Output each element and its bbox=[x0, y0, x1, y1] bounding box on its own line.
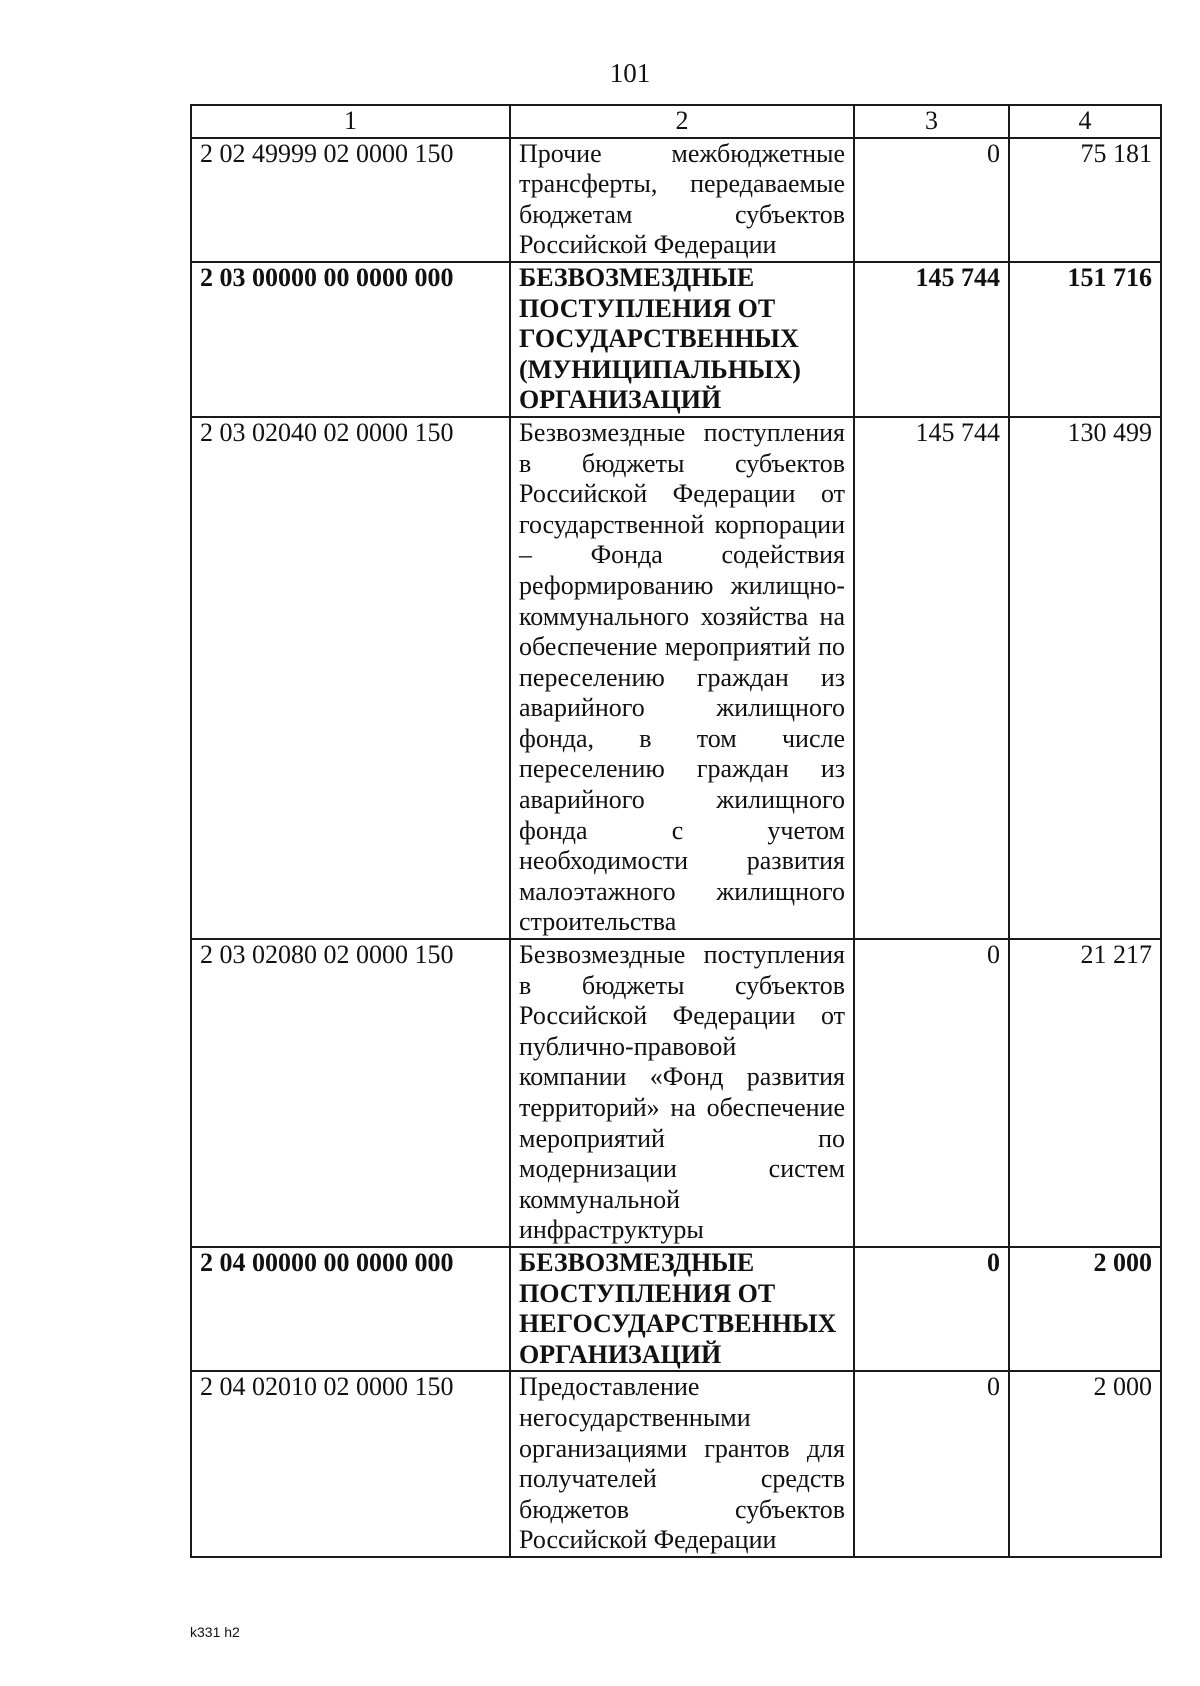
budget-code: 2 04 00000 00 0000 000 bbox=[191, 1247, 510, 1371]
column-header-1: 1 bbox=[191, 105, 510, 138]
table-row bbox=[191, 138, 1161, 262]
budget-table bbox=[190, 104, 1162, 1558]
table-row bbox=[191, 417, 1161, 939]
income-name: Предоставление негосударственными организациями грантов для получателей средств бюджетов субъектов Российской Федерации bbox=[510, 1371, 854, 1557]
column-header-2: 2 bbox=[510, 105, 854, 138]
budget-code: 2 03 00000 00 0000 000 bbox=[191, 262, 510, 417]
amount-col3: 0 bbox=[854, 1371, 1009, 1557]
amount-col3: 0 bbox=[854, 1247, 1009, 1371]
income-name: Безвозмездные поступления в бюджеты субъектов Российской Федерации от государственной корпорации – Фонда содействия реформированию жилищно-коммунального хозяйства на обеспечение мероприятий по переселению граждан из аварийного жилищного фонда, в том числе переселению граждан из аварийного жилищного фонда с учетом необходимости развития малоэтажного жилищного строительства bbox=[510, 417, 854, 939]
table-row bbox=[191, 262, 1161, 417]
column-header-4: 4 bbox=[1009, 105, 1161, 138]
income-name: Прочие межбюджетные трансферты, передаваемые бюджетам субъектов Российской Федерации bbox=[510, 138, 854, 262]
table-row bbox=[191, 1247, 1161, 1371]
amount-col3: 0 bbox=[854, 138, 1009, 262]
amount-col3: 145 744 bbox=[854, 417, 1009, 939]
table-header-row bbox=[191, 105, 1161, 138]
amount-col3: 145 744 bbox=[854, 262, 1009, 417]
page-number: 101 bbox=[609, 58, 651, 88]
amount-col4: 2 000 bbox=[1009, 1247, 1161, 1371]
amount-col4: 2 000 bbox=[1009, 1371, 1161, 1557]
budget-code: 2 03 02080 02 0000 150 bbox=[191, 939, 510, 1247]
amount-col4: 21 217 bbox=[1009, 939, 1161, 1247]
budget-code: 2 02 49999 02 0000 150 bbox=[191, 138, 510, 262]
income-name: БЕЗВОЗМЕЗДНЫЕ ПОСТУПЛЕНИЯ ОТ НЕГОСУДАРСТВЕННЫХ ОРГАНИЗАЦИЙ bbox=[510, 1247, 854, 1371]
table-row bbox=[191, 1371, 1161, 1557]
income-name: Безвозмездные поступления в бюджеты субъектов Российской Федерации от публично-правовой компании «Фонд развития территорий» на обеспечение мероприятий по модернизации систем коммунальной инфраструктуры bbox=[510, 939, 854, 1247]
income-name: БЕЗВОЗМЕЗДНЫЕ ПОСТУПЛЕНИЯ ОТ ГОСУДАРСТВЕННЫХ (МУНИЦИПАЛЬНЫХ) ОРГАНИЗАЦИЙ bbox=[510, 262, 854, 417]
amount-col4: 151 716 bbox=[1009, 262, 1161, 417]
document-footer-code: k331 h2 bbox=[190, 1624, 240, 1640]
column-header-3: 3 bbox=[854, 105, 1009, 138]
table-row bbox=[191, 939, 1161, 1247]
budget-code: 2 03 02040 02 0000 150 bbox=[191, 417, 510, 939]
amount-col3: 0 bbox=[854, 939, 1009, 1247]
amount-col4: 130 499 bbox=[1009, 417, 1161, 939]
amount-col4: 75 181 bbox=[1009, 138, 1161, 262]
budget-code: 2 04 02010 02 0000 150 bbox=[191, 1371, 510, 1557]
